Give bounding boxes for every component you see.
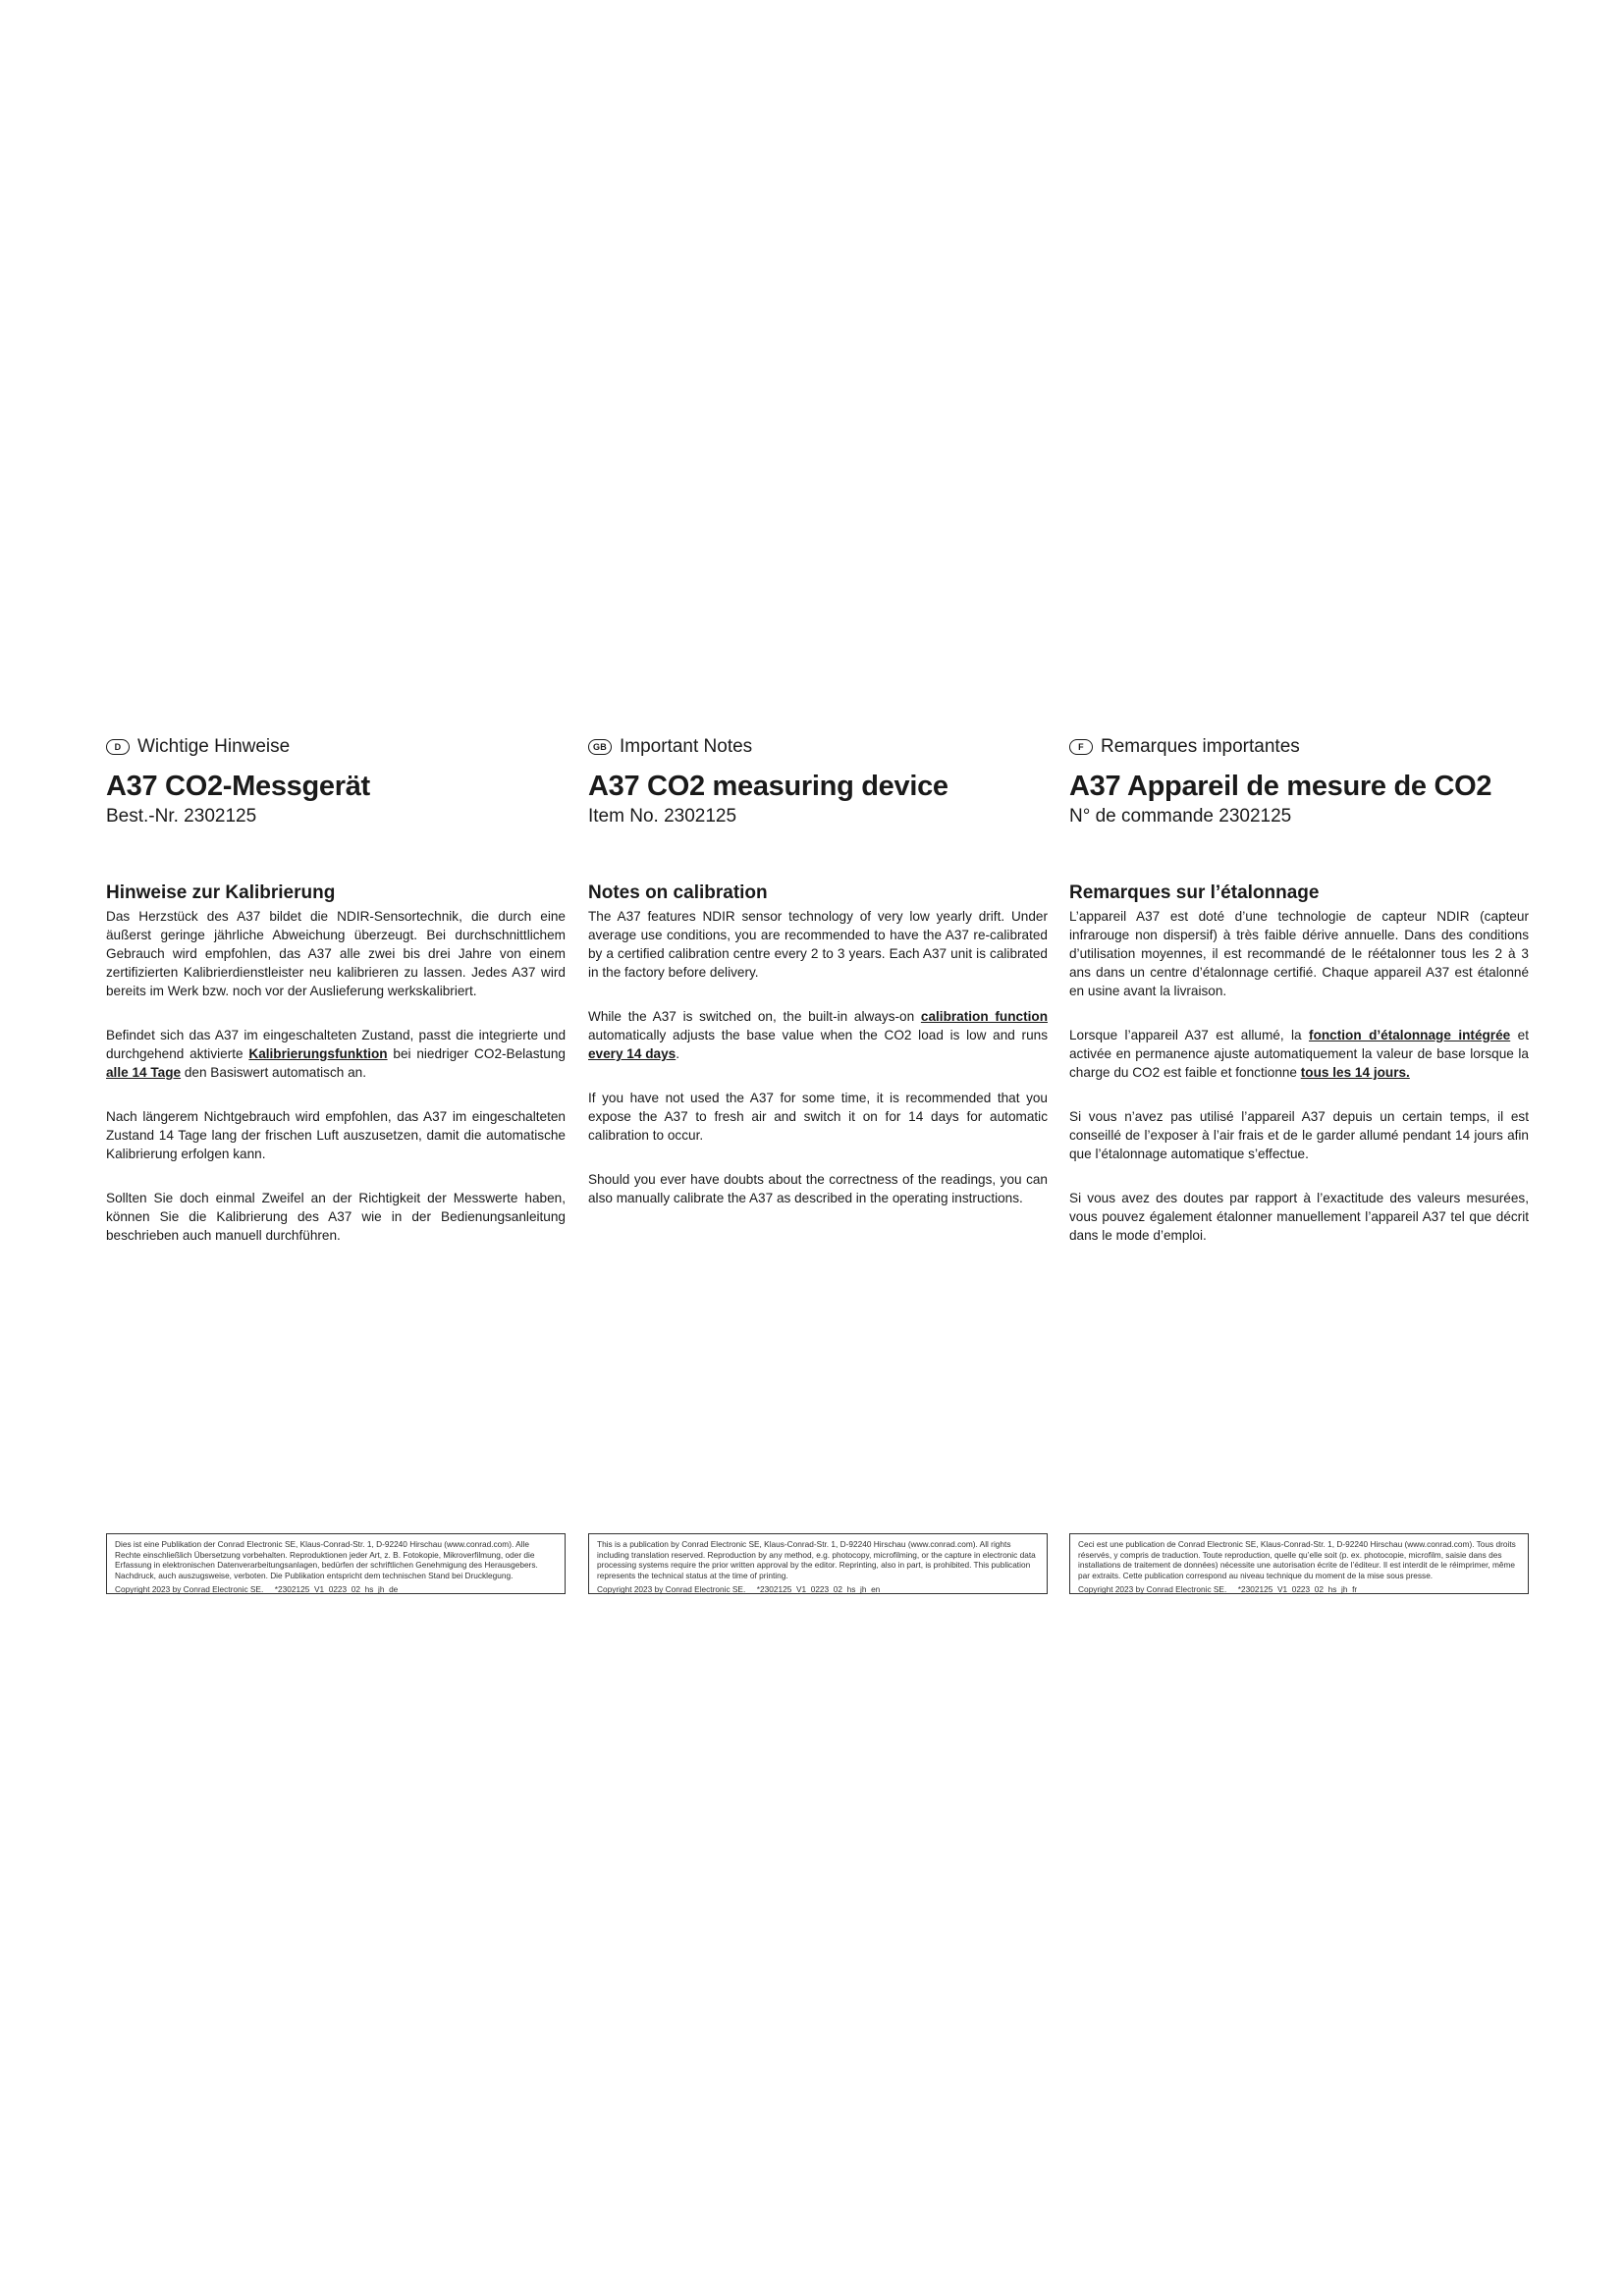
paragraph-3-de: Nach längerem Nichtgebrauch wird empfohlen, das A37 im eingeschalteten Zustand 14 Tage lang der frischen Luft auszusetzen, damit die automatische Kalibrierung erfolgen kann. <box>106 1109 566 1161</box>
imprint-text-gb: This is a publication by Conrad Electronic SE, Klaus-Conrad-Str. 1, D-92240 Hirschau (www.conrad.com). All rights including translation reserved. Reproduction by any method, e.g. photocopy, microfilming, or the capture in electronic data processing systems require the prior written approval by the editor. Reprinting, also in part, is prohibited. This publication represents the technical status at the time of printing. <box>597 1539 1036 1580</box>
section-title-gb: Notes on calibration <box>588 882 768 903</box>
paragraph-2-text-c-gb: . <box>676 1046 679 1061</box>
lang-badge-fr-icon: F <box>1069 739 1093 755</box>
paragraph-2-text-c-de: den Basiswert automatisch an. <box>181 1065 366 1080</box>
copyright-de: Copyright 2023 by Conrad Electronic SE. *2302125_V1_0223_02_hs_jh_de <box>115 1584 399 1595</box>
imprint-text-fr: Ceci est une publication de Conrad Electronic SE, Klaus-Conrad-Str. 1, D-92240 Hirschau (www.conrad.com). Tous droits réservés, y compris de traduction. Toute reproduction, quelle qu’elle soit (p. ex. photocopie, microfilm, saisie dans des installations de traitement de données) nécessite une autorisation écrite de l’éditeur. Il est interdit de le réimprimer, même par extraits. Cette publication correspond au niveau technique du moment de la mise sous presse. <box>1078 1539 1516 1580</box>
paragraph-2-fr <box>1069 1026 1529 1082</box>
column-fr <box>1069 734 1529 1243</box>
body-text-de <box>106 907 566 1270</box>
every-14-days-de: alle 14 Tage <box>106 1065 182 1080</box>
body-text-gb <box>588 907 1048 1233</box>
lang-label-fr: Remarques importantes <box>1101 736 1300 757</box>
paragraph-1-fr: L’appareil A37 est doté d’une technologie de capteur NDIR (capteur infrarouge non dispersif) à très faible dérive annuelle. Dans des conditions d’utilisation moyennes, il est recommandé de le réétalonner tous les 2 à 3 ans dans un centre d’étalonnage certifié. Chaque appareil A37 est étalonné en usine avant la livraison. <box>1069 909 1529 998</box>
paragraph-4-de: Sollten Sie doch einmal Zweifel an der Richtigkeit der Messwerte haben, können Sie die Kalibrierung des A37 wie in der Bedienungsanleitung beschrieben auch manuell durchführen. <box>106 1191 566 1243</box>
imprint-text-de: Dies ist eine Publikation der Conrad Electronic SE, Klaus-Conrad-Str. 1, D-92240 Hirschau (www.conrad.com). Alle Rechte einschließlich Übersetzung vorbehalten. Reproduktionen jeder Art, z. B. Fotokopie, Mikroverfilmung, oder die Erfassung in elektronischen Datenverarbeitungsanlagen, bedürfen der schriftlichen Genehmigung des Herausgebers. Nachdruck, auch auszugsweise, verboten. Die Publikation entspricht dem technischen Stand bei Drucklegung. <box>115 1539 538 1580</box>
paragraph-2-gb <box>588 1007 1048 1063</box>
column-gb <box>588 734 1048 1205</box>
calibration-function-link-fr: fonction d’étalonnage intégrée <box>1309 1028 1511 1042</box>
every-14-days-gb: every 14 days <box>588 1046 677 1061</box>
paragraph-2-text-b-fr: et activée en permanence ajuste automatiquement la valeur de base lorsque la charge du CO2 est faible et fonctionne <box>1069 1028 1529 1080</box>
paragraph-1-de: Das Herzstück des A37 bildet die NDIR-Sensortechnik, die durch eine äußerst geringe jährliche Abweichung überzeugt. Bei durchschnittlichem Gebrauch wird empfohlen, das A37 alle zwei bis drei Jahre von einem zertifizierten Kalibrierdienstleister neu kalibrieren zu lassen. Jedes A37 wird bereits im Werk bzw. noch vor der Auslieferung werkskalibriert. <box>106 909 566 998</box>
paragraph-4-gb: Should you ever have doubts about the correctness of the readings, you can also manually calibrate the A37 as described in the operating instructions. <box>588 1172 1048 1205</box>
lang-label-de: Wichtige Hinweise <box>137 736 291 757</box>
imprint-box-de <box>106 1533 566 1594</box>
paragraph-2-text-a-de: Befindet sich das A37 im eingeschalteten Zustand, passt die integrierte und durchgehend aktivierte <box>106 1028 566 1061</box>
paragraph-2-text-b-de: bei niedriger CO2-Belastung <box>387 1046 566 1061</box>
calibration-function-link-gb: calibration function <box>920 1009 1048 1024</box>
lang-badge-de-icon: D <box>106 739 130 755</box>
paragraph-2-text-a-fr: Lorsque l’appareil A37 est allumé, la <box>1069 1028 1310 1042</box>
paragraph-2-text-a-gb: While the A37 is switched on, the built-in always-on <box>588 1009 921 1024</box>
every-14-days-fr: tous les 14 jours. <box>1300 1065 1410 1080</box>
product-title-de: A37 CO2-Messgerät <box>106 771 370 802</box>
item-number-gb: Item No. 2302125 <box>588 806 737 827</box>
item-number-fr: N° de commande 2302125 <box>1069 806 1292 827</box>
body-text-fr <box>1069 907 1529 1270</box>
paragraph-3-fr: Si vous n’avez pas utilisé l’appareil A37 depuis un certain temps, il est conseillé de l’exposer à l’air frais et de le garder allumé pendant 14 jours afin que l’étalonnage automatique s’effectue. <box>1069 1109 1529 1161</box>
paragraph-1-gb: The A37 features NDIR sensor technology of very low yearly drift. Under average use conditions, you are recommended to have the A37 re-calibrated by a certified calibration centre every 2 to 3 years. Each A37 unit is calibrated in the factory before delivery. <box>588 909 1048 980</box>
section-title-de: Hinweise zur Kalibrierung <box>106 882 336 903</box>
calibration-function-link-de: Kalibrierungsfunktion <box>248 1046 388 1061</box>
column-de <box>106 734 566 1243</box>
lang-badge-gb-icon: GB <box>588 739 612 755</box>
paragraph-2-text-b-gb: automatically adjusts the base value when the CO2 load is low and runs <box>588 1028 1048 1042</box>
lang-header-fr <box>1069 734 1529 760</box>
imprint-box-gb <box>588 1533 1048 1594</box>
product-title-fr: A37 Appareil de mesure de CO2 <box>1069 771 1492 802</box>
item-number-de: Best.-Nr. 2302125 <box>106 806 257 827</box>
paragraph-4-fr: Si vous avez des doutes par rapport à l’exactitude des valeurs mesurées, vous pouvez également étalonner manuellement l’appareil A37 tel que décrit dans le mode d’emploi. <box>1069 1191 1529 1243</box>
paragraph-3-gb: If you have not used the A37 for some time, it is recommended that you expose the A37 to fresh air and switch it on for 14 days for automatic calibration to occur. <box>588 1091 1048 1143</box>
imprint-box-fr <box>1069 1533 1529 1594</box>
copyright-gb: Copyright 2023 by Conrad Electronic SE. *2302125_V1_0223_02_hs_jh_en <box>597 1584 881 1595</box>
section-title-fr: Remarques sur l’étalonnage <box>1069 882 1320 903</box>
lang-label-gb: Important Notes <box>620 736 753 757</box>
lang-header-gb <box>588 734 1048 760</box>
product-title-gb: A37 CO2 measuring device <box>588 771 948 802</box>
lang-header-de <box>106 734 566 760</box>
paragraph-2-de <box>106 1026 566 1082</box>
copyright-fr: Copyright 2023 by Conrad Electronic SE. *2302125_V1_0223_02_hs_jh_fr <box>1078 1584 1358 1595</box>
